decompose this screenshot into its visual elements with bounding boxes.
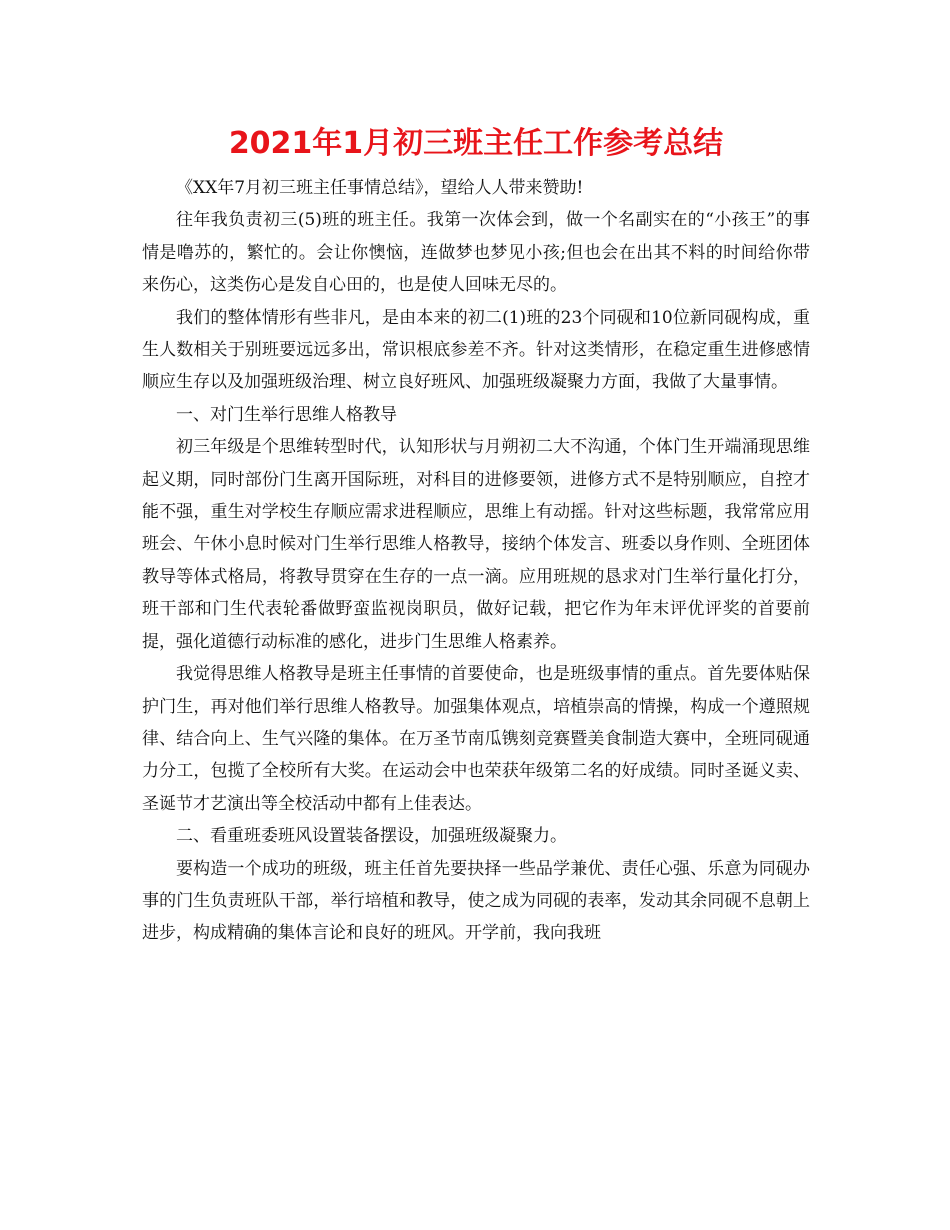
paragraph-5: 要构造一个成功的班级，班主任首先要抉择一些品学兼优、责任心强、乐意为同砚办事的门生负责班队干部，举行培植和教导，使之成为同砚的表率，发动其余同砚不息朝上进步，构成精确的集体言论和良好的班风。开学前，我向我班 bbox=[142, 858, 810, 944]
document-body bbox=[142, 172, 810, 950]
paragraph-2: 我们的整体情形有些非凡，是由本来的初二(1)班的23个同砚和10位新同砚构成，重生人数相关于别班要远远多出，常识根底参差不齐。针对这类情形，在稳定重生进修感情顺应生存以及加强班级治理、树立良好班风、加强班级凝聚力方面，我做了大量事情。 bbox=[142, 307, 810, 393]
paragraph-3: 初三年级是个思维转型时代，认知形状与月朔初二大不沟通，个体门生开端涌现思维起义期，同时部份门生离开国际班，对科目的进修要领，进修方式不是特别顺应，自控才能不强，重生对学校生存顺应需求进程顺应，思维上有动摇。针对这些标题，我常常应用班会、午休小息时候对门生举行思维人格教导，接纳个体发言、班委以身作则、全班团体教导等体式格局，将教导贯穿在生存的一点一滴。应用班规的恳求对门生举行量化打分，班干部和门生代表轮番做野蛮监视岗职员，做好记载，把它作为年末评优评奖的首要前提，强化道德行动标准的感化，进步门生思维人格素养。 bbox=[142, 437, 810, 652]
paragraph-intro: 《XX年7月初三班主任事情总结》，望给人人带来赞助! bbox=[176, 178, 584, 198]
section-heading-2: 二、看重班委班风设置装备摆设，加强班级凝聚力。 bbox=[176, 826, 567, 847]
section-heading-1: 一、对门生举行思维人格教导 bbox=[176, 404, 397, 425]
paragraph-1: 往年我负责初三(5)班的班主任。我第一次体会到，做一个名副实在的“小孩王”的事情是噜苏的，繁忙的。会让你懊恼，连做梦也梦见小孩;但也会在出其不料的时间给你带来伤心，这类伤心是发自心田的，也是使人回味无尽的。 bbox=[142, 210, 810, 296]
paragraph-4: 我觉得思维人格教导是班主任事情的首要使命，也是班级事情的重点。首先要体贴保护门生，再对他们举行思维人格教导。加强集体观点，培植崇高的情操，构成一个遵照规律、结合向上、生气兴隆的集体。在万圣节南瓜镌刻竞赛暨美食制造大赛中，全班同砚通力分工，包揽了全校所有大奖。在运动会中也荣获年级第二名的好成绩。同时圣诞义卖、圣诞节才艺演出等全校活动中都有上佳表达。 bbox=[142, 664, 810, 814]
document-title: 2021年1月初三班主任工作参考总结 bbox=[228, 126, 724, 161]
